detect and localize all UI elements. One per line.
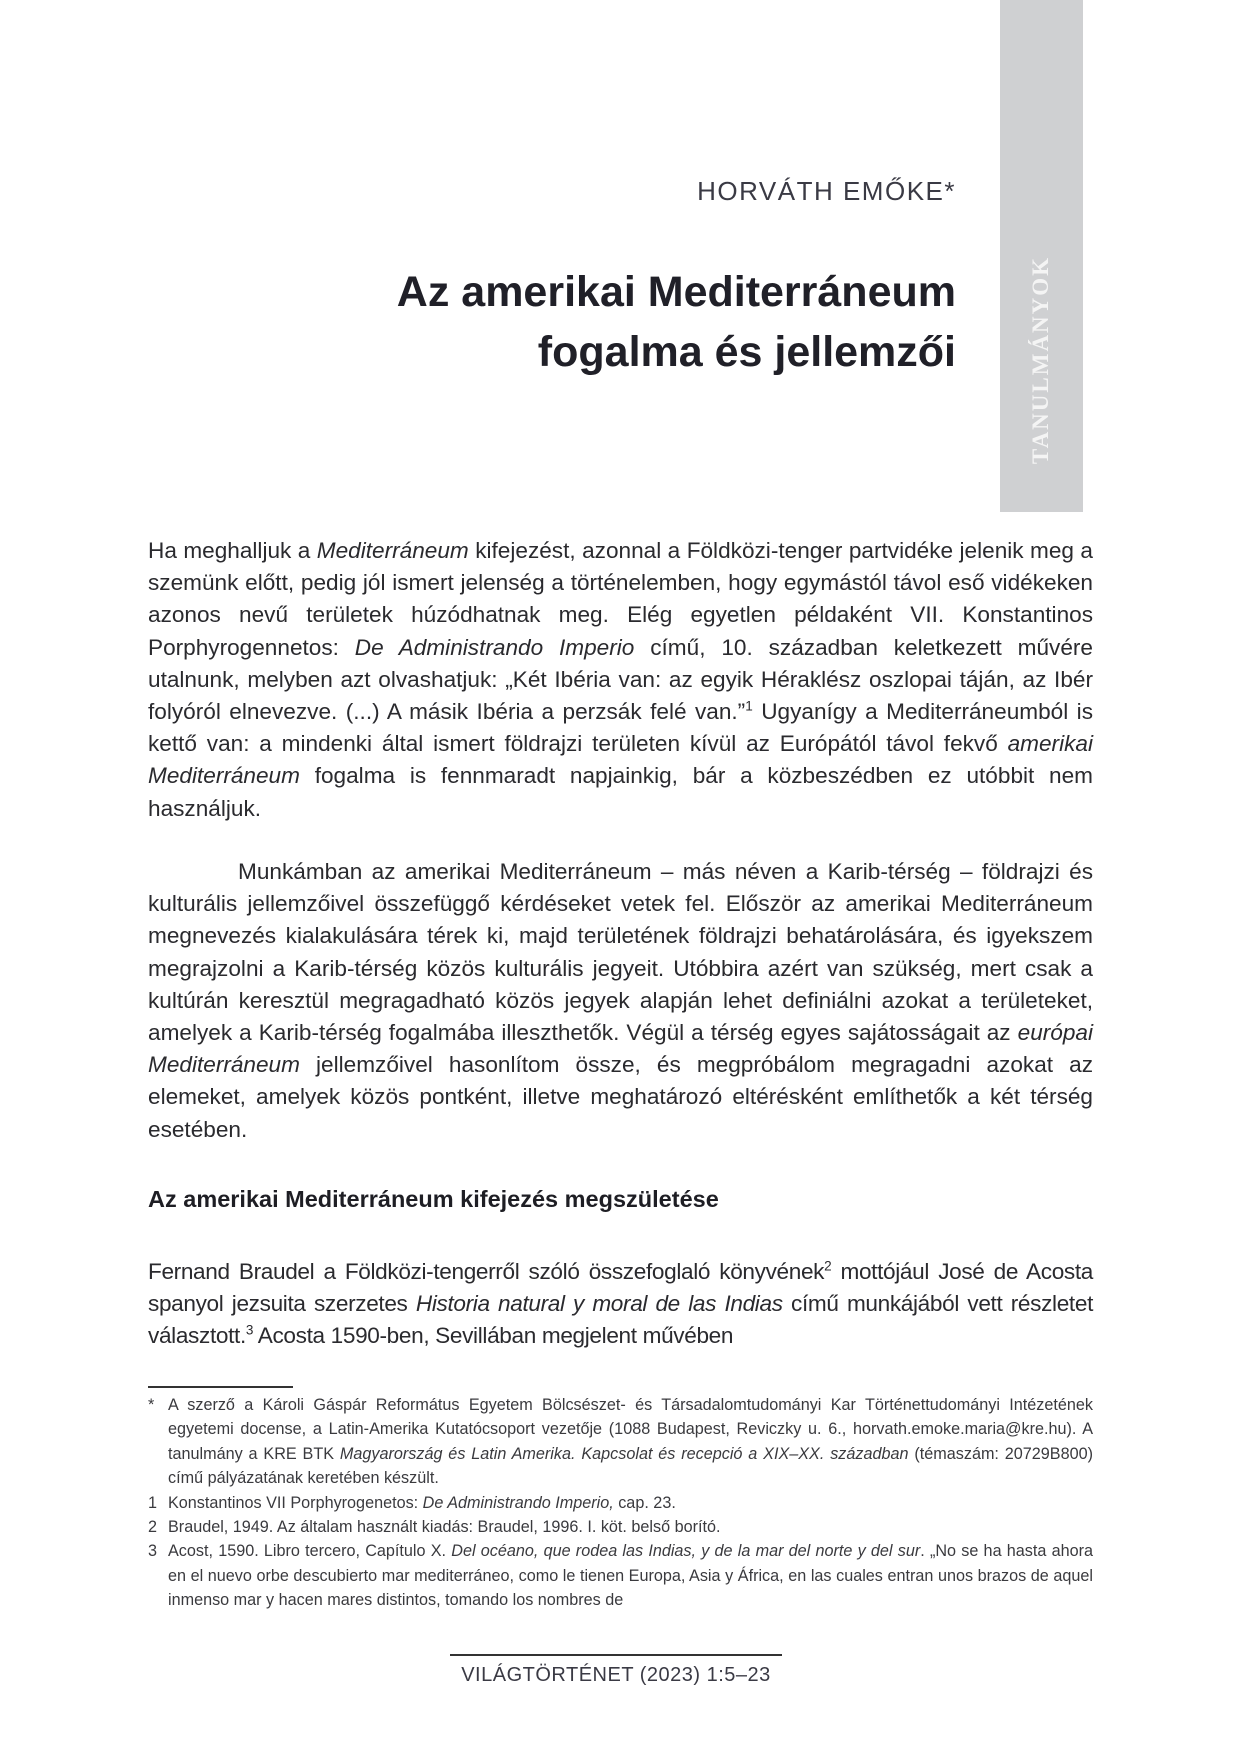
footer-divider: [450, 1654, 782, 1656]
footnote: [148, 1515, 1093, 1539]
footnote-mark: 3: [148, 1542, 158, 1561]
footnote-mark: *: [148, 1396, 155, 1414]
text-run: című munkájából vett részletet választott.: [148, 1291, 1093, 1349]
author-name: HORVÁTH EMŐKE*: [697, 176, 956, 206]
footnote: [148, 1539, 1093, 1612]
footnote-divider: [148, 1386, 293, 1388]
text-run: . „No se ha hasta ahora en el nuevo orbe descubierto mar mediterráneo, como le tienen Europa, Asia y África, en las cuales entran unos brazos de aquel inmenso mar y hacen mares distintos, tomando los nombres de: [168, 1542, 1093, 1610]
italic-text: De Administrando Imperio,: [422, 1493, 614, 1512]
italic-text: amerikai Mediterráneum: [148, 731, 1093, 789]
section-label: TANULMÁNYOK: [1028, 255, 1053, 465]
text-run: Konstantinos VII Porphyrogenetos:: [168, 1493, 423, 1512]
footnote-mark: 2: [148, 1518, 158, 1537]
text-run: Ugyanígy a Mediterráneumból is kettő van: a mindenki által ismert földrajzi területen kívül az Európától távol fekvő: [148, 699, 1093, 757]
text-run: Braudel, 1949. Az általam használt kiadás: Braudel, 1996. I. köt. belső borító.: [168, 1518, 721, 1537]
journal-citation: VILÁGTÖRTÉNET (2023) 1:5–23: [461, 1664, 771, 1686]
section-heading: Az amerikai Mediterráneum kifejezés megszületése: [148, 1186, 719, 1212]
text-run: fogalma is fennmaradt napjainkig, bár a közbeszédben ez utóbbit nem használjuk.: [148, 763, 1093, 821]
title-line-2: fogalma és jellemzői: [537, 328, 956, 376]
footnote: [148, 1491, 1093, 1515]
footnote-ref: 3: [245, 1322, 254, 1338]
footnote-text: [168, 1393, 1093, 1491]
footnote-text: [168, 1515, 1093, 1539]
text-run: kifejezést, azonnal a Földközi-tenger partvidéke jelenik meg a szemünk előtt, pedig jól ismert jelenség a történelemben, hogy egymástól távol eső vidékeken azonos nevű területek húzódhatnak meg. Elég egyetlen példaként VII. Konstantinos Porphyrogennetos:: [148, 538, 1093, 660]
section-side-tab: [1000, 0, 1083, 512]
italic-text: Mediterráneum: [316, 538, 469, 563]
text-run: Munkámban az amerikai Mediterráneum – más néven a Karib-térség – földrajzi és kulturális jellemzőivel összefüggő kérdéseket vetek fel. Először az amerikai Mediterráneum megnevezés kialakulására térek ki, majd területének földrajzi behatárolására, és igyekszem megrajzolni a Karib-térség közös kulturális jegyeit. Utóbbira azért van szükség, mert csak a kultúrán keresztül megragadható közös jegyek alapján lehet definiálni azokat a területeket, amelyek a Karib-térség fogalmába illeszthetők. Végül a térség egyes sajátosságait az: [148, 859, 1093, 1046]
italic-text: Historia natural y moral de las Indias: [415, 1291, 783, 1317]
italic-text: De Administrando Imperio: [354, 634, 635, 660]
footnote-ref: 1: [745, 698, 753, 714]
footnotes: [148, 1393, 1093, 1613]
text-run: mottójául José de Acosta spanyol jezsuita szerzetes: [148, 1259, 1094, 1317]
text-run: A szerző a Károli Gáspár Református Egyetem Bölcsészet- és Társadalomtudományi Kar Történettudományi Intézetének egyetemi docense, a Latin-Amerika Kutatócsoport vezetője (1088 Budapest, Reviczky u. 6., horvath.emoke.maria@kre.hu). A tanulmány a KRE BTK: [168, 1396, 1093, 1463]
footnote-text: [168, 1491, 1093, 1515]
text-run: jellemzőivel hasonlítom össze, és megpróbálom megragadni azokat az elemeket, amelyek közös pontként, illetve meghatározó eltérésként említhetők a két térség esetében.: [148, 1052, 1093, 1142]
italic-text: Del océano, que rodea las Indias, y de la mar del norte y del sur: [451, 1542, 921, 1561]
intro-paragraph-2: [148, 856, 1093, 1146]
article-title: [397, 262, 956, 382]
text-run: Acost, 1590. Libro tercero, Capítulo X.: [168, 1542, 452, 1561]
text-run: című, 10. században keletkezett művére utalnunk, melyben azt olvashatjuk: „Két Ibéria van: az egyik Héraklész oszlopai táján, az Ibér folyóról elnevezve. (...) A másik Ibéria a perzsák felé van.”: [148, 634, 1093, 725]
section-paragraph-1: [148, 1256, 1093, 1353]
text-run: Ha meghalljuk a: [148, 538, 317, 563]
intro-paragraph-1: [148, 535, 1093, 825]
footnote: [148, 1393, 1093, 1491]
text-run: cap. 23.: [613, 1493, 676, 1512]
footnote-mark: 1: [148, 1493, 158, 1512]
footnote-ref: 2: [824, 1258, 832, 1274]
footnote-text: [168, 1539, 1093, 1612]
title-line-1: Az amerikai Mediterráneum: [396, 268, 956, 316]
text-run: Fernand Braudel a Földközi-tengerről szóló összefoglaló könyvének: [148, 1259, 825, 1284]
italic-text: Magyarország és Latin Amerika. Kapcsolat és recepció a XIX–XX. században: [339, 1444, 909, 1463]
italic-text: európai Mediterráneum: [148, 1020, 1093, 1078]
text-run: Acosta 1590-ben, Sevillában megjelent művében: [253, 1323, 734, 1349]
text-run: (témaszám: 20729B800) című pályázatának keretében készült.: [168, 1444, 1093, 1488]
